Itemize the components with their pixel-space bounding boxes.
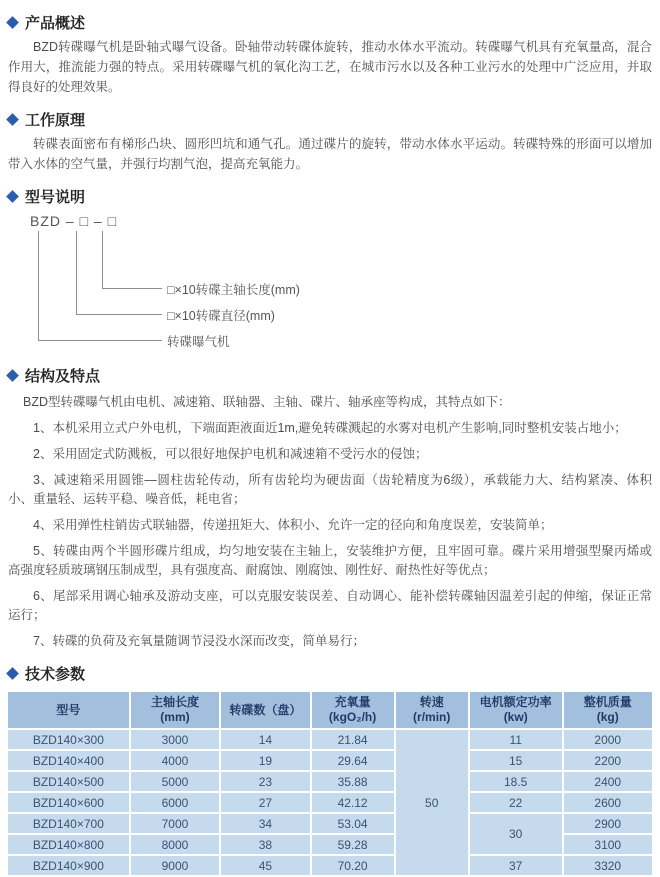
overview-paragraph: BZD转碟曝气机是卧轴式曝气设备。卧轴带动转碟体旋转，推动水体水平流动。转碟曝气机具有充氧量高，混合作用大，推流能力强的特点。采用转碟曝气机的氧化沟工艺，在城市污水以及各种工业污水的处理中广泛应用，并取得良好的处理效果。 bbox=[8, 40, 652, 94]
feature-item: 4、采用弹性柱销齿式联轴器，传递扭矩大、体积小、允许一定的径向和角度误差，安装简单； bbox=[33, 518, 553, 532]
cell-weight: 3320 bbox=[563, 855, 653, 876]
cell-shaft: 3000 bbox=[130, 729, 220, 750]
model-code: BZD – □ – □ bbox=[30, 213, 118, 229]
cell-speed-merged: 50 bbox=[395, 729, 469, 876]
section-principle-title bbox=[6, 109, 660, 130]
col-header-shaft-length: 主轴长度 (mm) bbox=[130, 691, 220, 729]
cell-weight: 2600 bbox=[563, 792, 653, 813]
cell-weight: 2000 bbox=[563, 729, 653, 750]
cell-oxygen: 35.88 bbox=[311, 771, 395, 792]
model-label-disc-diameter: □×10转碟直径(mm) bbox=[167, 309, 275, 323]
cell-model: BZD140×800 bbox=[7, 834, 130, 855]
cell-discs: 38 bbox=[220, 834, 310, 855]
table-row bbox=[7, 729, 653, 750]
table-row bbox=[7, 792, 653, 813]
cell-discs: 27 bbox=[220, 792, 310, 813]
cell-oxygen: 21.84 bbox=[311, 729, 395, 750]
cell-power: 18.5 bbox=[469, 771, 563, 792]
section-model-title bbox=[6, 186, 660, 207]
cell-weight: 2400 bbox=[563, 771, 653, 792]
diagram-connector-line bbox=[102, 231, 103, 289]
model-label-shaft-length: □×10转碟主轴长度(mm) bbox=[167, 283, 300, 297]
cell-shaft: 6000 bbox=[130, 792, 220, 813]
cell-discs: 23 bbox=[220, 771, 310, 792]
section-title-text: 型号说明 bbox=[25, 189, 86, 206]
feature-item: 1、本机采用立式户外电机，下端面距液面近1m,避免转碟溅起的水雾对电机产生影响,同时整机安装占地小； bbox=[33, 421, 627, 435]
cell-shaft: 8000 bbox=[130, 834, 220, 855]
features-intro: BZD型转碟曝气机由电机、减速箱、联轴器、主轴、碟片、轴承座等构成，其特点如下： bbox=[23, 395, 511, 409]
cell-model: BZD140×600 bbox=[7, 792, 130, 813]
cell-oxygen: 59.28 bbox=[311, 834, 395, 855]
diagram-connector-line bbox=[38, 340, 162, 341]
diamond-bullet-icon bbox=[6, 113, 19, 126]
col-header-weight: 整机质量 (kg) bbox=[563, 691, 653, 729]
cell-model: BZD140×900 bbox=[7, 855, 130, 876]
section-overview-title bbox=[6, 12, 660, 33]
section-title-text: 工作原理 bbox=[25, 112, 86, 129]
cell-model: BZD140×300 bbox=[7, 729, 130, 750]
cell-discs: 19 bbox=[220, 750, 310, 771]
table-row bbox=[7, 813, 653, 834]
section-features-title bbox=[6, 365, 660, 386]
section-title-text: 结构及特点 bbox=[25, 368, 101, 385]
diamond-bullet-icon bbox=[6, 16, 19, 29]
cell-oxygen: 29.64 bbox=[311, 750, 395, 771]
cell-model: BZD140×700 bbox=[7, 813, 130, 834]
cell-oxygen: 53.04 bbox=[311, 813, 395, 834]
cell-oxygen: 42.12 bbox=[311, 792, 395, 813]
cell-weight: 2900 bbox=[563, 813, 653, 834]
cell-weight: 2200 bbox=[563, 750, 653, 771]
feature-item: 7、转碟的负荷及充氧量随调节浸没水深而改变，简单易行； bbox=[33, 634, 365, 648]
section-title-text: 产品概述 bbox=[25, 15, 86, 32]
specs-table bbox=[6, 690, 654, 877]
cell-weight: 3100 bbox=[563, 834, 653, 855]
diagram-connector-line bbox=[76, 314, 162, 315]
col-header-motor-power: 电机额定功率 (kw) bbox=[469, 691, 563, 729]
feature-item: 3、减速箱采用圆锥—圆柱齿轮传动，所有齿轮均为硬齿面（齿轮精度为6级），承载能力大、结构紧凑、体积小、重量轻、运转平稳、噪音低，耗电省； bbox=[8, 473, 652, 506]
feature-item: 5、转碟由两个半圆形碟片组成，均匀地安装在主轴上，安装维护方便，且牢固可靠。碟片采用增强型聚丙烯或高强度轻质玻璃钢压制成型，具有强度高、耐腐蚀、刚腐蚀、刚性好、耐热性好等优点； bbox=[8, 544, 652, 577]
principle-paragraph: 转碟表面密布有梯形凸块、圆形凹坑和通气孔。通过碟片的旋转，带动水体水平运动。转碟特殊的形面可以增加带入水体的空气量，并强行均割气泡，提高充氧能力。 bbox=[8, 137, 652, 171]
section-specs-title bbox=[6, 663, 660, 684]
cell-discs: 34 bbox=[220, 813, 310, 834]
cell-model: BZD140×400 bbox=[7, 750, 130, 771]
cell-shaft: 5000 bbox=[130, 771, 220, 792]
cell-model: BZD140×500 bbox=[7, 771, 130, 792]
cell-discs: 45 bbox=[220, 855, 310, 876]
feature-item: 2、采用固定式防溅板，可以很好地保护电机和减速箱不受污水的侵蚀； bbox=[33, 447, 428, 461]
diamond-bullet-icon bbox=[6, 369, 19, 382]
col-header-oxygen: 充氧量 (kgO₂/h) bbox=[311, 691, 395, 729]
diamond-bullet-icon bbox=[6, 190, 19, 203]
cell-power: 11 bbox=[469, 729, 563, 750]
diagram-connector-line bbox=[76, 231, 77, 315]
feature-item: 6、尾部采用调心轴承及游动支座，可以克服安装误差、自动调心、能补偿转碟轴因温差引起的伸缩，保证正常运行； bbox=[8, 589, 652, 622]
table-row bbox=[7, 750, 653, 771]
cell-shaft: 4000 bbox=[130, 750, 220, 771]
table-row bbox=[7, 771, 653, 792]
cell-discs: 14 bbox=[220, 729, 310, 750]
cell-power: 22 bbox=[469, 792, 563, 813]
diagram-connector-line bbox=[102, 288, 162, 289]
cell-power: 15 bbox=[469, 750, 563, 771]
col-header-model: 型号 bbox=[7, 691, 130, 729]
model-code-diagram bbox=[0, 211, 660, 353]
cell-oxygen: 70.20 bbox=[311, 855, 395, 876]
col-header-disc-count: 转碟数（盘） bbox=[220, 691, 310, 729]
cell-power-merged: 30 bbox=[469, 813, 563, 855]
cell-shaft: 9000 bbox=[130, 855, 220, 876]
section-title-text: 技术参数 bbox=[25, 666, 86, 683]
diamond-bullet-icon bbox=[6, 667, 19, 680]
cell-power: 37 bbox=[469, 855, 563, 876]
model-label-product-name: 转碟曝气机 bbox=[167, 335, 230, 349]
table-row bbox=[7, 855, 653, 876]
table-header-row bbox=[7, 691, 653, 729]
diagram-connector-line bbox=[38, 231, 39, 341]
cell-shaft: 7000 bbox=[130, 813, 220, 834]
col-header-speed: 转速 (r/min) bbox=[395, 691, 469, 729]
